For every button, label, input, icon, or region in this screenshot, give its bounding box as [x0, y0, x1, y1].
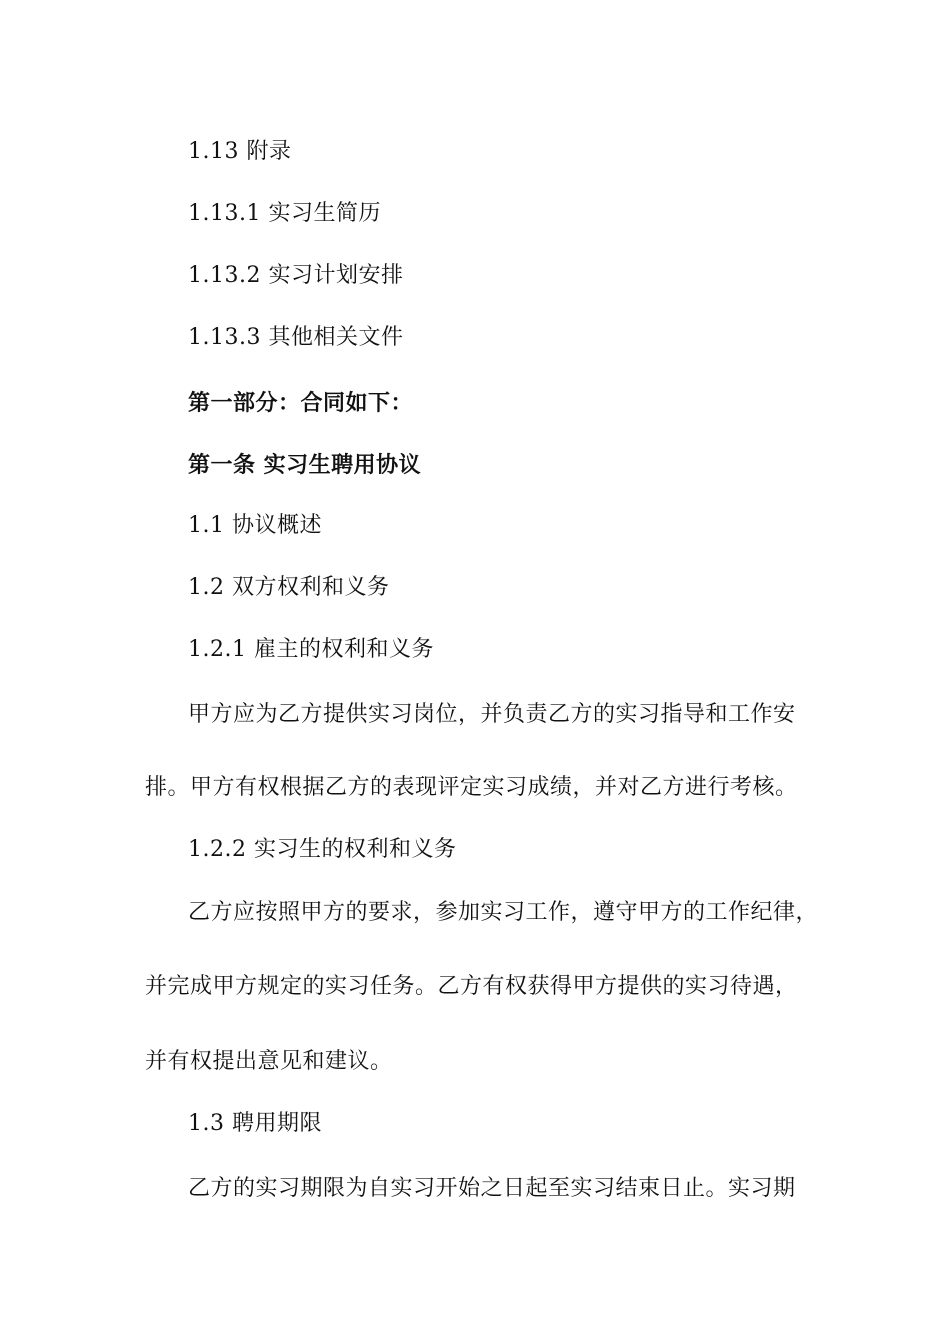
part-one-heading: 第一部分：合同如下：: [188, 390, 414, 416]
paragraph-intern-line-3: 并有权提出意见和建议。: [145, 1049, 393, 1074]
paragraph-employer-line-2: 排。甲方有权根据乙方的表现评定实习成绩，并对乙方进行考核。: [145, 775, 798, 800]
heading-appendix: 1.13 附录: [188, 139, 292, 164]
paragraph-employer-line-1: 甲方应为乙方提供实习岗位，并负责乙方的实习指导和工作安: [188, 702, 796, 727]
subsection-employer-rights: 1.2.1 雇主的权利和义务: [188, 637, 434, 662]
paragraph-term-line-1: 乙方的实习期限为自实习开始之日起至实习结束日止。实习期: [188, 1176, 796, 1201]
appendix-item-other-files: 1.13.3 其他相关文件: [188, 325, 404, 350]
section-agreement-overview: 1.1 协议概述: [188, 513, 322, 538]
article-one-heading: 第一条 实习生聘用协议: [188, 452, 422, 478]
section-rights-obligations: 1.2 双方权利和义务: [188, 575, 390, 600]
paragraph-intern-line-2: 并完成甲方规定的实习任务。乙方有权获得甲方提供的实习待遇，: [145, 974, 798, 999]
appendix-item-resume: 1.13.1 实习生简历: [188, 201, 381, 226]
subsection-intern-rights: 1.2.2 实习生的权利和义务: [188, 837, 457, 862]
paragraph-intern-line-1: 乙方应按照甲方的要求，参加实习工作，遵守甲方的工作纪律，: [188, 900, 819, 925]
appendix-item-plan: 1.13.2 实习计划安排: [188, 263, 404, 288]
section-employment-term: 1.3 聘用期限: [188, 1111, 322, 1136]
